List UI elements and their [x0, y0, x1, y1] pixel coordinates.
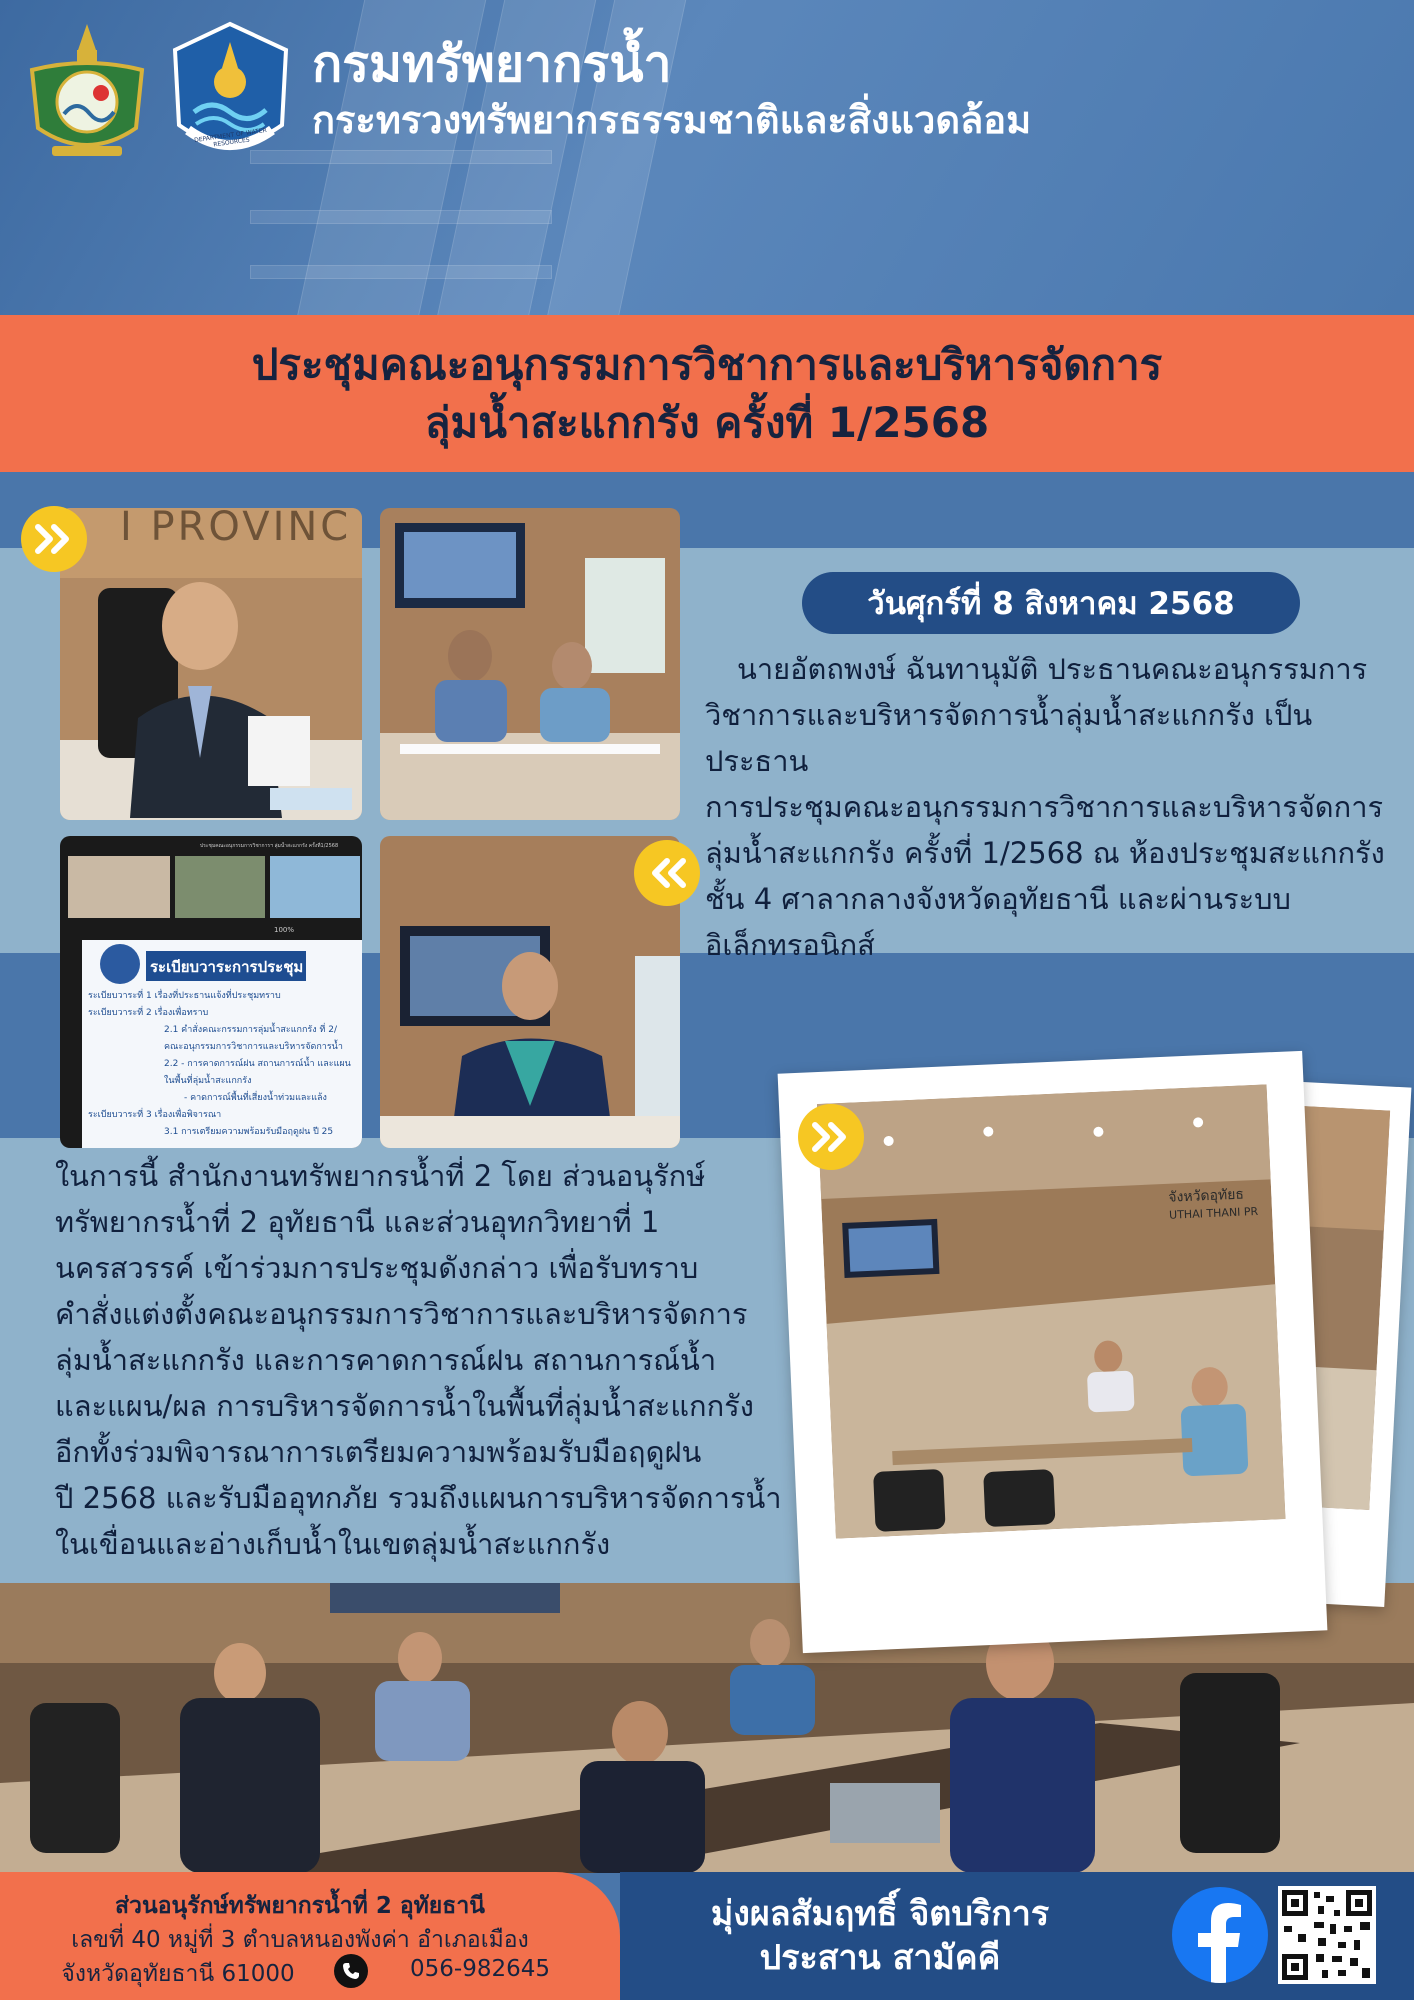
wall-sign-text: I PROVINC — [120, 508, 352, 550]
photo-chairman — [60, 508, 362, 820]
office-province: จังหวัดอุทัยธานี 61000 — [61, 1961, 295, 1987]
org-title: กรมทรัพยากรน้ำ — [312, 35, 672, 93]
facebook-icon[interactable] — [1172, 1887, 1268, 1983]
title-line-1: ประชุมคณะอนุกรรมการวิชาการและบริหารจัดการ — [251, 339, 1163, 389]
agenda-line: - คาดการณ์พื้นที่เสี่ยงน้ำท่วมและแล้ง — [184, 1093, 327, 1103]
title-line-2: ลุ่มน้ำสะแกกรัง ครั้งที่ 1/2568 — [424, 397, 990, 447]
paragraph-line: ทรัพยากรน้ำที่ 2 อุทัยธานี และส่วนอุทกวิทยาที่ 1 — [55, 1205, 660, 1239]
ministry-emblem-logo — [22, 20, 152, 165]
paragraph-line: อีกทั้งร่วมพิจารณาการเตรียมความพร้อมรับมือฤดูฝน — [55, 1435, 702, 1469]
paragraph-line: ลุ่มน้ำสะแกกรัง ครั้งที่ 1/2568 ณ ห้องประชุมสะแกกรัง — [705, 836, 1385, 870]
chevron-left-icon — [634, 840, 700, 906]
paragraph-line: ในการนี้ สำนักงานทรัพยากรน้ำที่ 2 โดย ส่วนอนุรักษ์ — [55, 1159, 706, 1193]
agenda-list — [88, 988, 358, 1141]
paragraph-line: นครสวรรค์ เข้าร่วมการประชุมดังกล่าว เพื่อรับทราบ — [55, 1251, 699, 1285]
chevron-right-icon — [21, 506, 87, 572]
paragraph-line: การประชุมคณะอนุกรรมการวิชาการและบริหารจัดการ — [705, 790, 1384, 824]
zoom-level: 100% — [274, 926, 295, 934]
title-banner — [0, 315, 1414, 472]
office-address: เลขที่ 40 หมู่ที่ 3 ตำบลหนองพังค่า อำเภอเมือง — [71, 1927, 529, 1953]
paragraph-line: ในเขื่อนและอ่างเก็บน้ำในเขตลุ่มน้ำสะแกกรัง — [55, 1527, 611, 1561]
photo-agenda-screen — [60, 836, 362, 1148]
agenda-line: 3.1 การเตรียมความพร้อมรับมือฤดูฝน ปี 25 — [164, 1127, 334, 1137]
agenda-title: ระเบียบวาระการประชุม — [150, 958, 304, 976]
paragraph-line: และแผน/ผล การบริหารจัดการน้ำในพื้นที่ลุ่มน้ำสะแกกรัง — [55, 1389, 754, 1423]
agenda-line: 2.2 - การคาดการณ์ฝน สถานการณ์น้ำ และแผน — [164, 1059, 351, 1069]
slogan-line-1: มุ่งผลสัมฤทธิ์ จิตบริการ — [710, 1894, 1050, 1934]
paragraph-line: ลุ่มน้ำสะแกกรัง และการคาดการณ์ฝน สถานการณ์น้ำ — [55, 1343, 717, 1377]
ministry-name: กระทรวงทรัพยากรธรรมชาติและสิ่งแวดล้อม — [312, 98, 1032, 142]
room-sign-thai: จังหวัดอุทัยธ — [1168, 1186, 1245, 1206]
water-resources-department-logo — [168, 20, 293, 165]
phone-icon — [334, 1954, 368, 1988]
chevron-right-icon — [798, 1104, 864, 1170]
paragraph-line: อิเล็กทรอนิกส์ — [705, 928, 875, 962]
paragraph-line: นายอัตถพงษ์ ฉันทานุมัติ ประธานคณะอนุกรรมการ — [737, 652, 1368, 686]
photo-meeting-room — [380, 508, 680, 820]
paragraph-line: ชั้น 4 ศาลากลางจังหวัดอุทัยธานี และผ่านระบบ — [705, 882, 1291, 916]
details-paragraph — [55, 1153, 785, 1567]
agenda-line: 2.1 คำสั่งคณะกรรมการลุ่มน้ำสะแกกรัง ที่ 2/ — [164, 1025, 338, 1035]
paragraph-line: ปี 2568 และรับมืออุทกภัย รวมถึงแผนการบริหารจัดการน้ำ — [55, 1481, 782, 1515]
header — [0, 0, 1414, 315]
agenda-window-title: ประชุมคณะอนุกรรมการวิชาการฯ ลุ่มน้ำสะแกกรัง ครั้งที่1/2568 — [200, 843, 339, 849]
paragraph-line: คำสั่งแต่งตั้งคณะอนุกรรมการวิชาการและบริหารจัดการ — [55, 1297, 748, 1331]
office-name: ส่วนอนุรักษ์ทรัพยากรน้ำที่ 2 อุทัยธานี — [115, 1893, 485, 1919]
logo-caption: DEPARTMENT OF WATER RESOURCES — [193, 126, 268, 149]
footer-right-panel — [620, 1872, 1414, 2000]
slogan-line-2: ประสาน สามัคคี — [759, 1938, 1001, 1978]
summary-paragraph — [705, 646, 1395, 968]
room-sign-english: UTHAI THANI PR — [1168, 1204, 1259, 1222]
agenda-line: ระเบียบวาระที่ 1 เรื่องที่ประธานแจ้งที่ประชุมทราบ — [88, 991, 281, 1001]
office-phone[interactable]: 056-982645 — [410, 1956, 550, 1982]
qr-code[interactable] — [1278, 1886, 1376, 1984]
agenda-line: คณะอนุกรรมการวิชาการและบริหารจัดการน้ำ — [164, 1042, 343, 1052]
date-badge: วันศุกร์ที่ 8 สิงหาคม 2568 — [802, 572, 1300, 634]
agenda-line: ในพื้นที่ลุ่มน้ำสะแกกรัง — [164, 1076, 252, 1086]
agenda-line: ระเบียบวาระที่ 3 เรื่องเพื่อพิจารณา — [88, 1110, 222, 1120]
agenda-line: ระเบียบวาระที่ 2 เรื่องเพื่อทราบ — [88, 1008, 209, 1018]
paragraph-line: วิชาการและบริหารจัดการน้ำลุ่มน้ำสะแกกรัง เป็นประธาน — [705, 698, 1313, 778]
footer-contact-panel — [0, 1872, 620, 2000]
